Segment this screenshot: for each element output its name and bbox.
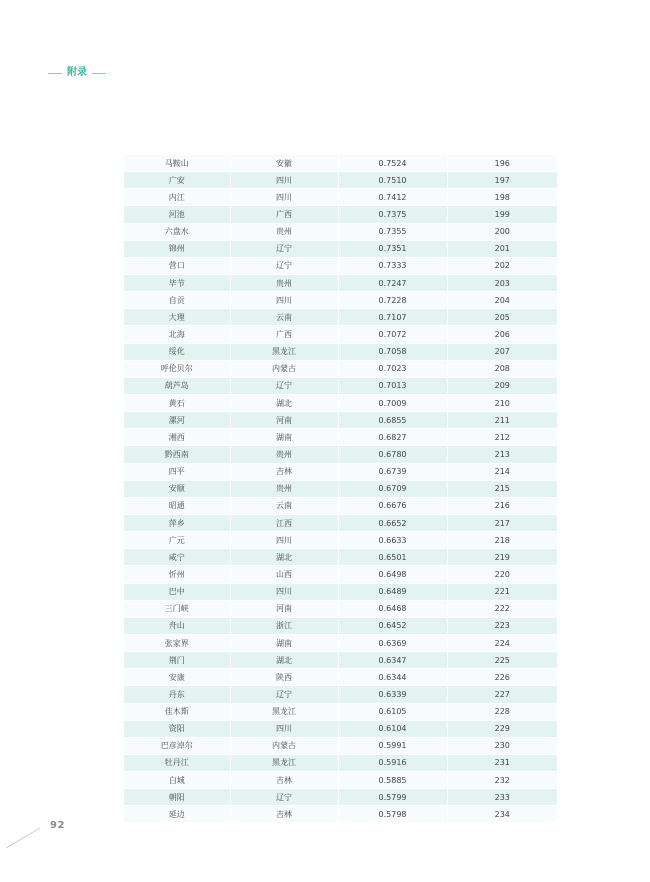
city-cell: 荆门 [124,652,230,669]
score-cell: 0.5991 [338,737,447,754]
score-cell: 0.5799 [338,789,447,806]
city-cell: 北海 [124,326,230,343]
score-cell: 0.6739 [338,463,447,480]
city-cell: 营口 [124,257,230,274]
province-cell: 云南 [230,497,338,514]
province-cell: 辽宁 [230,686,338,703]
rank-cell: 213 [447,446,557,463]
page-number: 92 [50,820,65,831]
city-cell: 昭通 [124,497,230,514]
score-cell: 0.6855 [338,412,447,429]
rank-cell: 215 [447,480,557,497]
table-row [124,532,557,549]
section-header [48,66,106,80]
province-cell: 贵州 [230,274,338,291]
rank-cell: 224 [447,634,557,651]
score-cell: 0.6501 [338,549,447,566]
city-cell: 河池 [124,206,230,223]
score-cell: 0.7247 [338,274,447,291]
rank-cell: 223 [447,617,557,634]
table-row [124,720,557,737]
table-row [124,480,557,497]
score-cell: 0.7510 [338,172,447,189]
table-row [124,240,557,257]
province-cell: 山西 [230,566,338,583]
score-cell: 0.7072 [338,326,447,343]
rank-cell: 230 [447,737,557,754]
score-cell: 0.5885 [338,772,447,789]
table-row [124,772,557,789]
table-row [124,583,557,600]
rank-cell: 212 [447,429,557,446]
rank-cell: 203 [447,274,557,291]
rank-cell: 233 [447,789,557,806]
score-cell: 0.6827 [338,429,447,446]
rank-cell: 220 [447,566,557,583]
table-row [124,703,557,720]
city-cell: 马鞍山 [124,155,230,172]
province-cell: 河南 [230,412,338,429]
table-row [124,617,557,634]
city-cell: 安康 [124,669,230,686]
score-cell: 0.6369 [338,634,447,651]
province-cell: 辽宁 [230,240,338,257]
province-cell: 吉林 [230,806,338,823]
city-cell: 佳木斯 [124,703,230,720]
table-row [124,394,557,411]
table-row [124,652,557,669]
score-cell: 0.7351 [338,240,447,257]
rank-cell: 202 [447,257,557,274]
province-cell: 湖北 [230,394,338,411]
rank-cell: 211 [447,412,557,429]
city-cell: 三门峡 [124,600,230,617]
province-cell: 黑龙江 [230,343,338,360]
city-cell: 湘西 [124,429,230,446]
score-cell: 0.6676 [338,497,447,514]
score-cell: 0.7058 [338,343,447,360]
city-cell: 大理 [124,309,230,326]
rank-cell: 205 [447,309,557,326]
table-row [124,446,557,463]
rank-cell: 226 [447,669,557,686]
city-cell: 毕节 [124,274,230,291]
table-row [124,257,557,274]
province-cell: 湖南 [230,429,338,446]
table-row [124,223,557,240]
table-row [124,377,557,394]
table-row [124,754,557,771]
rank-cell: 206 [447,326,557,343]
city-cell: 自贡 [124,292,230,309]
province-cell: 四川 [230,583,338,600]
corner-decoration [6,780,86,850]
city-cell: 广元 [124,532,230,549]
score-cell: 0.6709 [338,480,447,497]
table-row [124,806,557,823]
rank-cell: 200 [447,223,557,240]
score-cell: 0.6498 [338,566,447,583]
city-cell: 巴彦淖尔 [124,737,230,754]
score-cell: 0.6452 [338,617,447,634]
table-row [124,360,557,377]
rank-cell: 207 [447,343,557,360]
province-cell: 内蒙古 [230,360,338,377]
province-cell: 四川 [230,532,338,549]
province-cell: 辽宁 [230,377,338,394]
province-cell: 吉林 [230,463,338,480]
province-cell: 广西 [230,326,338,343]
table-row [124,309,557,326]
score-cell: 0.5798 [338,806,447,823]
table-row [124,669,557,686]
table-row [124,549,557,566]
city-cell: 锦州 [124,240,230,257]
table-body [124,155,557,823]
province-cell: 广西 [230,206,338,223]
rank-cell: 196 [447,155,557,172]
city-cell: 忻州 [124,566,230,583]
section-title: 附录 [67,67,87,78]
score-cell: 0.7412 [338,189,447,206]
city-cell: 葫芦岛 [124,377,230,394]
rank-cell: 218 [447,532,557,549]
table-row [124,514,557,531]
score-cell: 0.7107 [338,309,447,326]
province-cell: 湖南 [230,634,338,651]
city-cell: 内江 [124,189,230,206]
city-cell: 四平 [124,463,230,480]
table-row [124,686,557,703]
score-cell: 0.7013 [338,377,447,394]
city-cell: 朝阳 [124,789,230,806]
score-cell: 0.6489 [338,583,447,600]
table-row [124,326,557,343]
rank-cell: 208 [447,360,557,377]
score-cell: 0.7355 [338,223,447,240]
ranking-table [124,155,557,823]
city-cell: 咸宁 [124,549,230,566]
header-line-right [92,73,106,74]
rank-cell: 199 [447,206,557,223]
city-cell: 资阳 [124,720,230,737]
score-cell: 0.6105 [338,703,447,720]
province-cell: 贵州 [230,446,338,463]
province-cell: 内蒙古 [230,737,338,754]
score-cell: 0.6633 [338,532,447,549]
score-cell: 0.6347 [338,652,447,669]
city-cell: 黄石 [124,394,230,411]
table-row [124,789,557,806]
table-row [124,566,557,583]
score-cell: 0.6780 [338,446,447,463]
table-row [124,189,557,206]
table-row [124,463,557,480]
city-cell: 萍乡 [124,514,230,531]
city-cell: 白城 [124,772,230,789]
rank-cell: 222 [447,600,557,617]
score-cell: 0.7228 [338,292,447,309]
province-cell: 辽宁 [230,257,338,274]
rank-cell: 217 [447,514,557,531]
city-cell: 绥化 [124,343,230,360]
province-cell: 浙江 [230,617,338,634]
table-row [124,634,557,651]
rank-cell: 198 [447,189,557,206]
rank-cell: 228 [447,703,557,720]
province-cell: 贵州 [230,480,338,497]
province-cell: 安徽 [230,155,338,172]
table-row [124,172,557,189]
province-cell: 四川 [230,720,338,737]
province-cell: 吉林 [230,772,338,789]
city-cell: 舟山 [124,617,230,634]
province-cell: 江西 [230,514,338,531]
score-cell: 0.7023 [338,360,447,377]
header-line-left [48,73,62,74]
score-cell: 0.6652 [338,514,447,531]
table-row [124,737,557,754]
table-row [124,600,557,617]
table-row [124,497,557,514]
table-row [124,292,557,309]
province-cell: 湖北 [230,652,338,669]
rank-cell: 210 [447,394,557,411]
city-cell: 牡丹江 [124,754,230,771]
score-cell: 0.6339 [338,686,447,703]
rank-cell: 221 [447,583,557,600]
province-cell: 辽宁 [230,789,338,806]
table-row [124,274,557,291]
city-cell: 呼伦贝尔 [124,360,230,377]
rank-cell: 234 [447,806,557,823]
rank-cell: 232 [447,772,557,789]
rank-cell: 227 [447,686,557,703]
province-cell: 湖北 [230,549,338,566]
score-cell: 0.7009 [338,394,447,411]
province-cell: 陕西 [230,669,338,686]
city-cell: 巴中 [124,583,230,600]
rank-cell: 197 [447,172,557,189]
province-cell: 四川 [230,189,338,206]
rank-cell: 216 [447,497,557,514]
score-cell: 0.7524 [338,155,447,172]
province-cell: 四川 [230,172,338,189]
score-cell: 0.7375 [338,206,447,223]
table-row [124,412,557,429]
rank-cell: 214 [447,463,557,480]
city-cell: 延边 [124,806,230,823]
score-cell: 0.6104 [338,720,447,737]
province-cell: 贵州 [230,223,338,240]
table-row [124,343,557,360]
rank-cell: 201 [447,240,557,257]
city-cell: 六盘水 [124,223,230,240]
province-cell: 河南 [230,600,338,617]
city-cell: 黔西南 [124,446,230,463]
table-row [124,429,557,446]
province-cell: 云南 [230,309,338,326]
city-cell: 安顺 [124,480,230,497]
rank-cell: 209 [447,377,557,394]
score-cell: 0.6344 [338,669,447,686]
city-cell: 张家界 [124,634,230,651]
city-cell: 丹东 [124,686,230,703]
rank-cell: 219 [447,549,557,566]
province-cell: 黑龙江 [230,703,338,720]
table-row [124,155,557,172]
rank-cell: 229 [447,720,557,737]
score-cell: 0.7333 [338,257,447,274]
city-cell: 漯河 [124,412,230,429]
score-cell: 0.6468 [338,600,447,617]
rank-cell: 225 [447,652,557,669]
province-cell: 四川 [230,292,338,309]
rank-cell: 204 [447,292,557,309]
province-cell: 黑龙江 [230,754,338,771]
rank-cell: 231 [447,754,557,771]
city-cell: 广安 [124,172,230,189]
table-row [124,206,557,223]
score-cell: 0.5916 [338,754,447,771]
